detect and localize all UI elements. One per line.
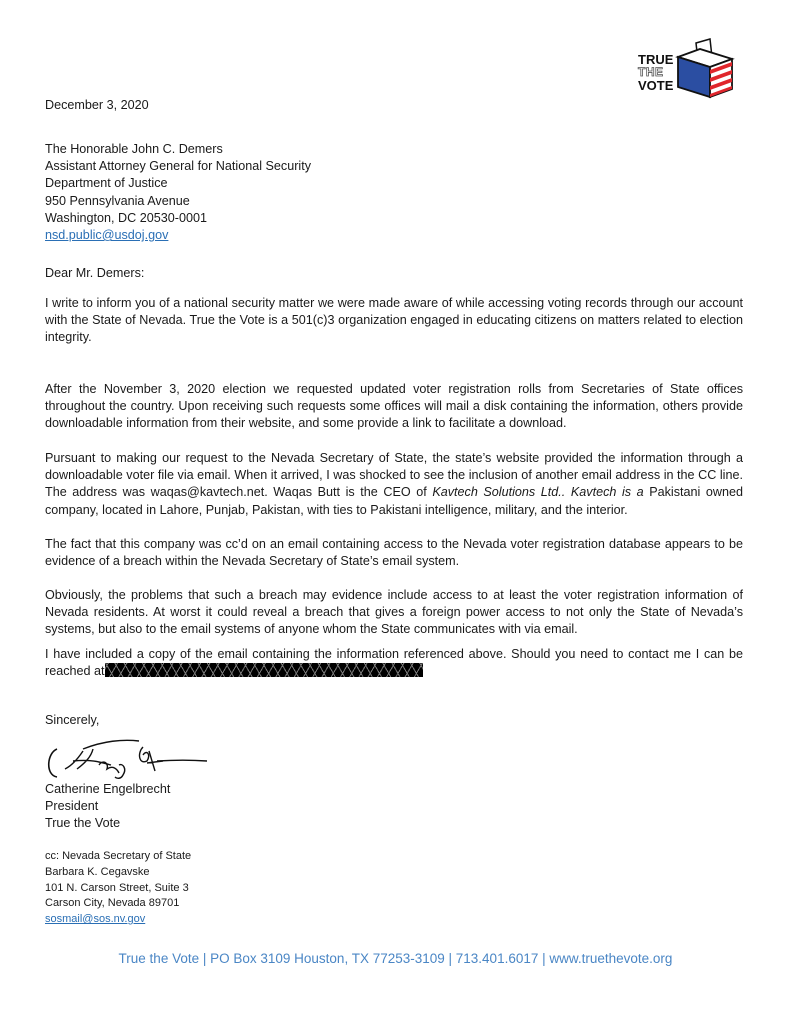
paragraph-3-text-a: Pursuant to making our request to the Nevada Secretary of State, the state’s website provided the information through a downloadable voter file via email. When it arrived, I was shocked to see the inclusion of another email address in the CC line. The address was waqas@kavtech.net. Waqas Butt is the CEO of (45, 451, 743, 500)
signature-block (45, 781, 170, 833)
paragraph-3-text-b: Pakistani owned company, located in Lahore, Punjab, Pakistan, with ties to Pakistani intelligence, military, and the interior. (45, 485, 743, 517)
signer-org: True the Vote (45, 816, 121, 831)
body-paragraph-1: I write to inform you of a national security matter we were made aware of while accessing voting records through our account with the State of Nevada. True the Vote is a 501(c)3 organization engaged in educating citizens on matters related to election integrity. (45, 296, 743, 345)
signer-name: Catherine Engelbrecht (45, 782, 171, 796)
recipient-org: Department of Justice (45, 176, 168, 191)
recipient-street: 950 Pennsylvania Avenue (45, 193, 190, 208)
salutation: Dear Mr. Demers: (45, 266, 145, 280)
logo-word-vote: VOTE (638, 78, 674, 93)
cc-line-4: Carson City, Nevada 89701 (45, 897, 180, 910)
letterhead-footer: True the Vote | PO Box 3109 Houston, TX 77253-3109 | 713.401.6017 | www.truethevote.org (118, 951, 673, 966)
cc-line-2: Barbara K. Cegavske (45, 865, 150, 878)
logo-wordmark (638, 53, 673, 92)
body-paragraph-4: The fact that this company was cc’d on an email containing access to the Nevada voter registration database appears to be evidence of a breach within the Nevada Secretary of State’s email system. (45, 537, 743, 569)
logo-word-the: THE (638, 65, 664, 79)
signature-image (43, 735, 213, 783)
redacted-contact-info (105, 663, 423, 677)
ballot-box-icon (674, 37, 736, 99)
logo-word-true: TRUE (638, 52, 674, 67)
cc-email-link[interactable]: sosmail@sos.nv.gov (45, 913, 146, 926)
cc-block (45, 849, 191, 928)
recipient-title: Assistant Attorney General for National Security (45, 159, 311, 174)
body-paragraph-3 (45, 450, 743, 519)
true-the-vote-logo (638, 37, 738, 99)
recipient-city: Washington, DC 20530-0001 (45, 210, 207, 225)
body-paragraph-6 (45, 646, 743, 680)
body-paragraph-2: After the November 3, 2020 election we requested updated voter registration rolls from Secretaries of State offices throughout the country. Upon receiving such requests some offices will mail a disk containing the information, others provide downloadable information from their website, and some provide a link to facilitate a download. (45, 382, 743, 431)
recipient-address (45, 141, 311, 244)
recipient-name: The Honorable John C. Demers (45, 142, 223, 156)
signer-title: President (45, 799, 99, 814)
letter-date: December 3, 2020 (45, 98, 149, 112)
cc-line-3: 101 N. Carson Street, Suite 3 (45, 881, 189, 894)
company-name-italic: Kavtech Solutions Ltd.. Kavtech is a (432, 485, 644, 500)
cc-line-1: cc: Nevada Secretary of State (45, 850, 192, 862)
recipient-email-link[interactable]: nsd.public@usdoj.gov (45, 228, 169, 243)
closing: Sincerely, (45, 713, 100, 727)
contact-sentence: I have included a copy of the email containing the information referenced above. Should you need to contact me I can be reached at (45, 647, 743, 679)
body-paragraph-5: Obviously, the problems that such a breach may evidence include access to at least the voter registration information of Nevada residents. At worst it could reveal a breach that gives a foreign power access to not only the State of Nevada’s systems, but also to the email systems of anyone whom the State communicates with via email. (45, 588, 743, 637)
